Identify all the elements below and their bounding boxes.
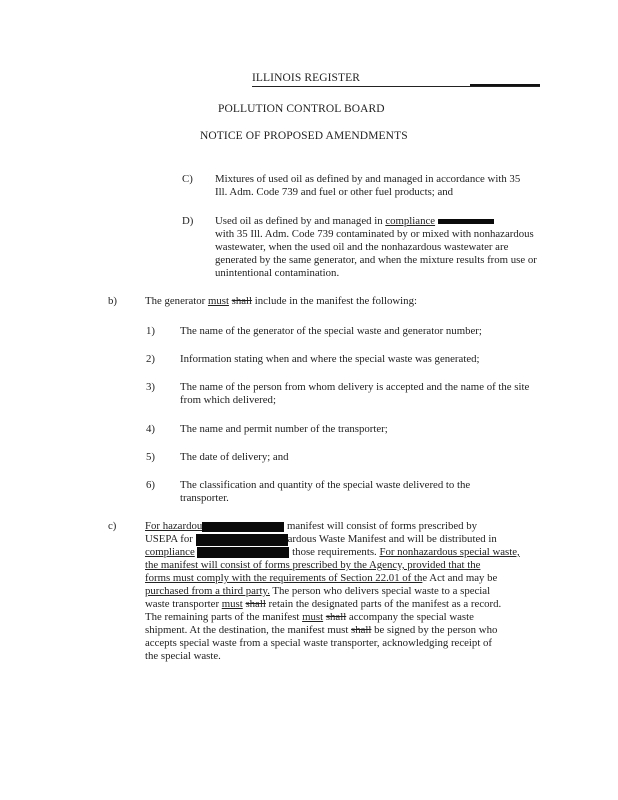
redaction-block xyxy=(197,547,289,558)
header-rule-mark xyxy=(470,84,540,86)
redaction-mark xyxy=(438,219,494,224)
sub-5-label: 5) xyxy=(146,451,155,463)
sub-4-label: 4) xyxy=(146,423,155,435)
header-rule xyxy=(252,86,540,87)
item-d-text: Used oil as defined by and managed in compliance with 35 Ill. Adm. Code 739 contaminated by or mixed with nonhazardous wastewater, when the used oil and the nonhazardous wastewater are generated by the same generator, and when the mixture results from use or unintentional contamination. xyxy=(215,215,537,279)
item-cc-text: For hazardou manifest will consist of forms prescribed by USEPA for ardous Waste Manifest and will be distributed in compliance those requirements. For nonhazardous special waste, the manifest will consist of forms prescribed by the Agency, provided that the forms must comply with the requirements of Section 22.01 of the Act and may be purchased from a third party. The person who delivers special waste to a special waste transporter must shall retain the designated parts of the manifest as a record. The remaining parts of the manifest must shall accompany the special waste shipment. At the destination, the manifest must shall be signed by the person who accepts special waste from a special waste transporter, acknowledging receipt of the special waste. xyxy=(145,520,520,662)
item-c-text: Mixtures of used oil as defined by and managed in accordance with 35 Ill. Adm. Code 739 and fuel or other fuel products; and xyxy=(215,173,521,198)
sub-3-text: The name of the person from whom delivery is accepted and the name of the site from which delivered; xyxy=(180,381,530,406)
notice-title: NOTICE OF PROPOSED AMENDMENTS xyxy=(200,130,408,142)
sub-6-text: The classification and quantity of the special waste delivered to the transporter. xyxy=(180,479,471,504)
sub-1-label: 1) xyxy=(146,325,155,337)
item-d-label: D) xyxy=(182,215,194,227)
register-title: ILLINOIS REGISTER xyxy=(252,72,361,84)
item-cc-label: c) xyxy=(108,520,117,532)
sub-5-text: The date of delivery; and xyxy=(180,451,289,463)
sub-6-label: 6) xyxy=(146,479,155,491)
item-b-label: b) xyxy=(108,295,117,307)
redaction-block xyxy=(196,534,288,546)
redaction-block xyxy=(202,522,284,532)
sub-4-text: The name and permit number of the transporter; xyxy=(180,423,388,435)
sub-2-text: Information stating when and where the special waste was generated; xyxy=(180,353,480,365)
board-title: POLLUTION CONTROL BOARD xyxy=(218,103,385,115)
item-c-label: C) xyxy=(182,173,193,185)
item-b-text: The generator must shall include in the manifest the following: xyxy=(145,295,417,307)
sub-1-text: The name of the generator of the special waste and generator number; xyxy=(180,325,482,337)
sub-3-label: 3) xyxy=(146,381,155,393)
sub-2-label: 2) xyxy=(146,353,155,365)
